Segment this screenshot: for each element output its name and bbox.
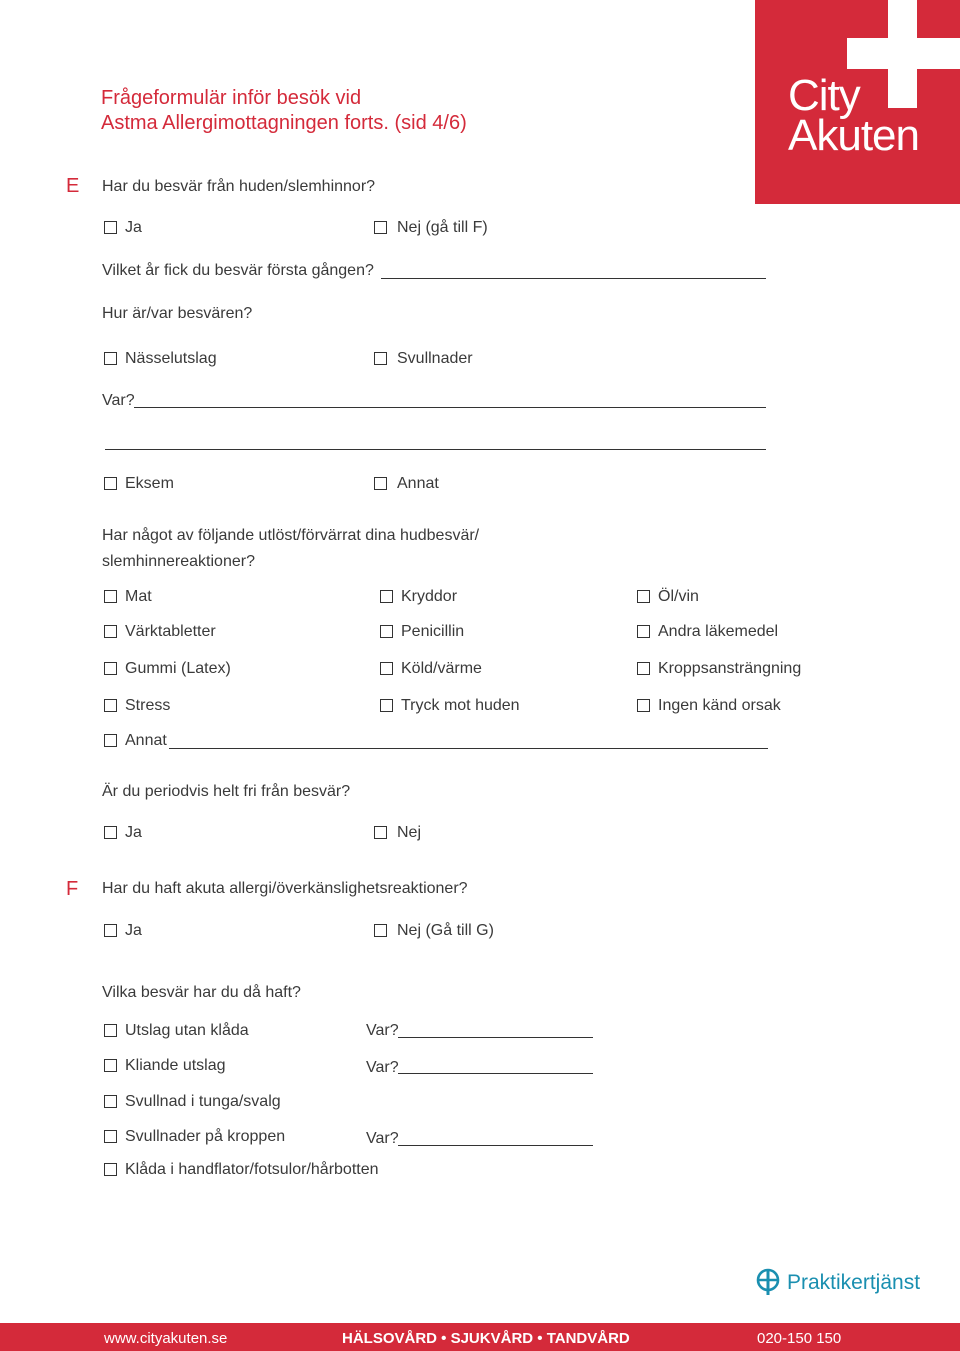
label-trigger: Penicillin <box>401 623 465 640</box>
label-symptom: Svullnad i tunga/svalg <box>125 1093 281 1110</box>
checkbox-trigger[interactable] <box>380 699 393 712</box>
checkbox-trigger[interactable] <box>637 625 650 638</box>
answer-line-where[interactable] <box>134 407 766 408</box>
checkbox-acute-no[interactable] <box>374 924 387 937</box>
answer-line-symptom-where[interactable] <box>398 1037 593 1038</box>
label-trigger: Kryddor <box>401 588 458 605</box>
label-hives: Nässelutslag <box>125 350 217 367</box>
footer-phone: 020-150 150 <box>757 1330 842 1347</box>
footer-bar <box>0 1323 960 1351</box>
praktikertjanst-icon <box>755 1268 781 1296</box>
answer-line-symptom-where[interactable] <box>398 1145 593 1146</box>
answer-line-where-2[interactable] <box>105 449 766 450</box>
label-trigger: Andra läkemedel <box>658 623 779 640</box>
answer-line-trigger-other[interactable] <box>169 748 768 749</box>
label-symptom: Klåda i handflator/fotsulor/hårbotten <box>125 1161 379 1178</box>
checkbox-swelling[interactable] <box>374 352 387 365</box>
logo-line2: Akuten <box>788 111 919 160</box>
label-trigger: Mat <box>125 588 152 605</box>
checkbox-trigger[interactable] <box>637 662 650 675</box>
label-symptom-where: Var? <box>366 1130 399 1147</box>
page-title-line2: Astma Allergimottagningen forts. (sid 4/6) <box>101 112 467 134</box>
page-title-line1: Frågeformulär inför besök vid <box>101 87 362 109</box>
checkbox-trigger[interactable] <box>637 590 650 603</box>
label-swelling: Svullnader <box>397 350 473 367</box>
checkbox-trigger[interactable] <box>104 590 117 603</box>
checkbox-trigger[interactable] <box>104 625 117 638</box>
answer-line-year[interactable] <box>381 278 766 279</box>
label-skin-yes: Ja <box>125 219 142 236</box>
label-trigger: Tryck mot huden <box>401 697 520 714</box>
question-trigger-line1: Har något av följande utlöst/förvärrat dina hudbesvär/ <box>102 527 480 544</box>
checkbox-free-no[interactable] <box>374 826 387 839</box>
checkbox-trigger-other[interactable] <box>104 734 117 747</box>
checkbox-symptom[interactable] <box>104 1095 117 1108</box>
question-trigger-line2: slemhinnereaktioner? <box>102 553 255 570</box>
label-trigger: Ingen känd orsak <box>658 697 781 714</box>
section-f-letter: F <box>66 878 79 900</box>
checkbox-other[interactable] <box>374 477 387 490</box>
label-trigger: Öl/vin <box>658 588 699 605</box>
checkbox-symptom[interactable] <box>104 1059 117 1072</box>
label-free-no: Nej <box>397 824 422 841</box>
checkbox-trigger[interactable] <box>380 590 393 603</box>
checkbox-eczema[interactable] <box>104 477 117 490</box>
question-acute: Har du haft akuta allergi/överkänslighetsreaktioner? <box>102 880 468 897</box>
brand-name: Praktikertjänst <box>787 1271 921 1294</box>
label-trigger: Stress <box>125 697 171 714</box>
checkbox-symptom[interactable] <box>104 1163 117 1176</box>
checkbox-hives[interactable] <box>104 352 117 365</box>
label-trigger: Kroppsansträngning <box>658 660 802 677</box>
checkbox-symptom[interactable] <box>104 1024 117 1037</box>
checkbox-trigger[interactable] <box>104 662 117 675</box>
label-other: Annat <box>397 475 439 492</box>
checkbox-skin-no[interactable] <box>374 221 387 234</box>
question-skin: Har du besvär från huden/slemhinnor? <box>102 178 376 195</box>
footer-url[interactable]: www.cityakuten.se <box>104 1330 228 1347</box>
label-acute-yes: Ja <box>125 922 142 939</box>
answer-line-symptom-where[interactable] <box>398 1073 593 1074</box>
checkbox-free-yes[interactable] <box>104 826 117 839</box>
label-trigger: Gummi (Latex) <box>125 660 231 677</box>
label-symptom: Utslag utan klåda <box>125 1022 249 1039</box>
question-symptoms: Vilka besvär har du då haft? <box>102 984 301 1001</box>
checkbox-acute-yes[interactable] <box>104 924 117 937</box>
label-acute-no: Nej (Gå till G) <box>397 922 494 939</box>
checkbox-trigger[interactable] <box>380 662 393 675</box>
question-how: Hur är/var besvären? <box>102 305 253 322</box>
checkbox-trigger[interactable] <box>104 699 117 712</box>
label-symptom-where: Var? <box>366 1022 399 1039</box>
label-trigger: Köld/värme <box>401 660 482 677</box>
label-symptom: Svullnader på kroppen <box>125 1128 286 1145</box>
cityakuten-logo <box>755 0 960 204</box>
question-free: Är du periodvis helt fri från besvär? <box>102 783 351 800</box>
checkbox-trigger[interactable] <box>380 625 393 638</box>
checkbox-skin-yes[interactable] <box>104 221 117 234</box>
checkbox-symptom[interactable] <box>104 1130 117 1143</box>
label-eczema: Eksem <box>125 475 174 492</box>
label-symptom-where: Var? <box>366 1059 399 1076</box>
label-trigger-other: Annat <box>125 732 167 749</box>
label-symptom: Kliande utslag <box>125 1057 226 1074</box>
label-skin-no: Nej (gå till F) <box>397 219 488 236</box>
label-free-yes: Ja <box>125 824 142 841</box>
question-year: Vilket år fick du besvär första gången? <box>102 262 374 279</box>
logo-line1: City <box>788 71 860 120</box>
label-where: Var? <box>102 392 135 409</box>
section-e-letter: E <box>66 175 80 197</box>
checkbox-trigger[interactable] <box>637 699 650 712</box>
label-trigger: Värktabletter <box>125 623 216 640</box>
footer-tagline: HÄLSOVÅRD • SJUKVÅRD • TANDVÅRD <box>342 1330 630 1347</box>
